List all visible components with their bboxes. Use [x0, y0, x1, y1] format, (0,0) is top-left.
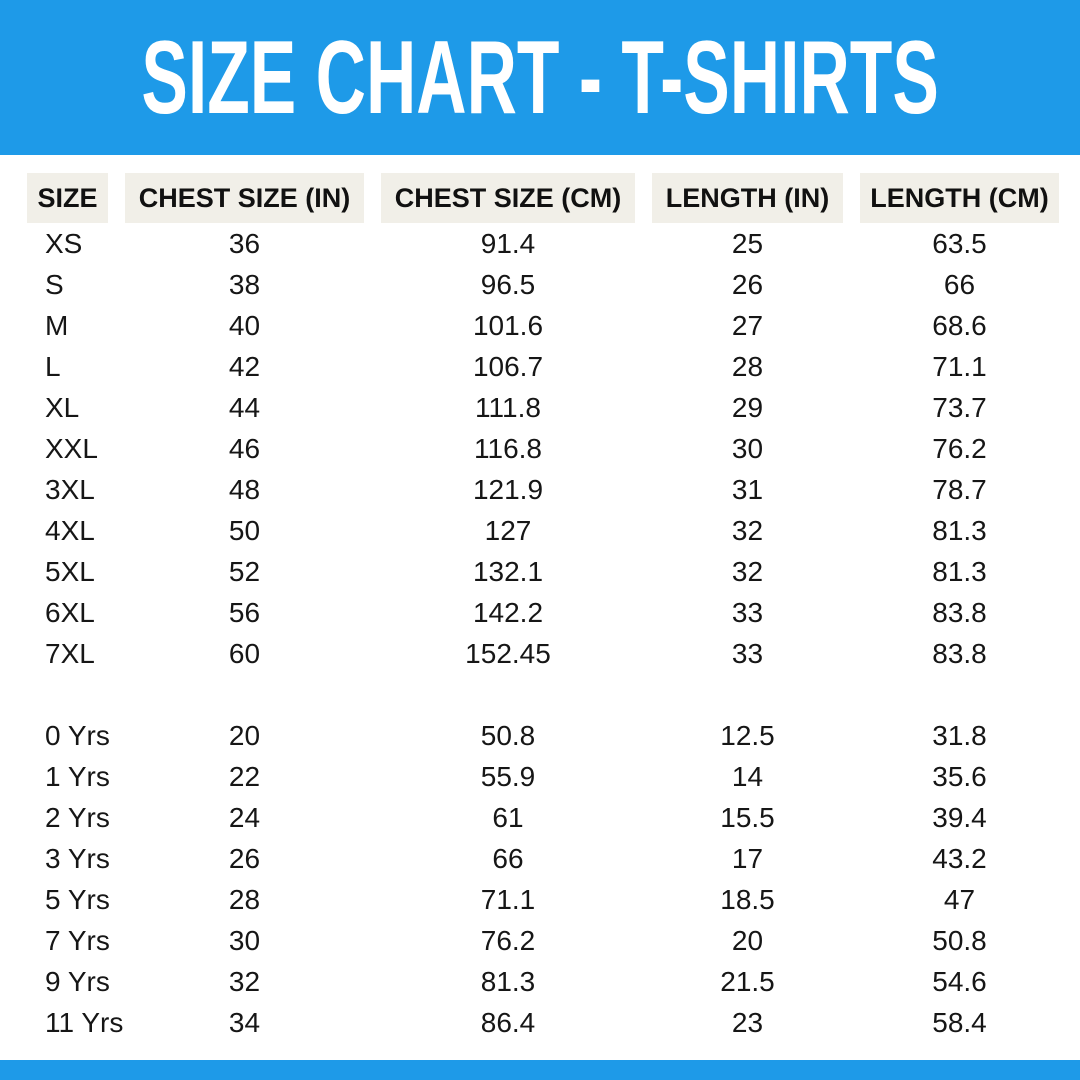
table-cell: 66	[492, 843, 524, 874]
table-row	[0, 879, 1080, 920]
table-cell: 15.5	[720, 802, 775, 833]
page-title: SIZE CHART - T-SHIRTS	[141, 19, 939, 136]
size-label-cell: 3 Yrs	[45, 843, 110, 874]
size-label-cell: 4XL	[45, 515, 95, 546]
table-cell: 81.3	[932, 515, 987, 546]
table-row	[0, 838, 1080, 879]
table-row	[0, 961, 1080, 1002]
table-cell: 111.8	[475, 392, 541, 423]
table-cell: 58.4	[932, 1007, 987, 1038]
table-cell: 24	[228, 802, 261, 833]
table-cell: 83.8	[932, 638, 987, 669]
table-cell: 50.8	[932, 925, 987, 956]
table-cell: 56	[228, 597, 261, 628]
table-row	[0, 305, 1080, 346]
table-cell: 22	[228, 761, 261, 792]
table-cell: 50.8	[480, 720, 536, 751]
table-header-row	[0, 173, 1080, 223]
table-cell: 61	[492, 802, 524, 833]
size-label-cell: 7 Yrs	[45, 925, 110, 956]
table-cell: 39.4	[932, 802, 987, 833]
size-label-cell: 3XL	[45, 474, 95, 505]
table-row	[0, 633, 1080, 674]
size-label-cell: 5 Yrs	[45, 884, 110, 915]
table-cell: 35.6	[932, 761, 987, 792]
size-label-cell: 5XL	[45, 556, 95, 587]
size-label-cell: XL	[45, 392, 80, 423]
table-cell: 76.2	[480, 925, 536, 956]
table-cell: 91.4	[480, 228, 536, 259]
size-label-cell: 7XL	[45, 638, 95, 669]
table-row	[0, 510, 1080, 551]
table-cell: 68.6	[932, 310, 987, 341]
table-row	[0, 1002, 1080, 1043]
table-cell: 76.2	[932, 433, 987, 464]
table-cell: 54.6	[932, 966, 987, 997]
table-cell: 127	[484, 515, 532, 546]
table-cell: 63.5	[932, 228, 987, 259]
table-cell: 26	[731, 269, 764, 300]
table-cell: 101.6	[472, 310, 544, 341]
table-cell: 46	[228, 433, 261, 464]
table-row	[0, 223, 1080, 264]
table-cell: 29	[731, 392, 764, 423]
table-cell: 152.45	[465, 638, 551, 669]
size-label-cell: 0 Yrs	[45, 720, 110, 751]
table-cell: 34	[228, 1007, 261, 1038]
size-label-cell: XXL	[45, 433, 98, 464]
table-cell: 60	[228, 638, 261, 669]
table-cell: 50	[228, 515, 261, 546]
table-cell: 48	[228, 474, 261, 505]
table-body	[0, 223, 1080, 1043]
table-cell: 28	[228, 884, 261, 915]
size-label-cell: 9 Yrs	[45, 966, 110, 997]
table-cell: 44	[228, 392, 261, 423]
table-cell: 12.5	[720, 720, 775, 751]
table-cell: 40	[228, 310, 261, 341]
table-cell: 38	[228, 269, 261, 300]
table-cell: 86.4	[480, 1007, 536, 1038]
table-cell: 81.3	[932, 556, 987, 587]
table-cell: 20	[731, 925, 764, 956]
table-cell: 116.8	[474, 433, 542, 464]
section-spacer	[0, 674, 1080, 715]
table-cell: 17	[731, 843, 764, 874]
table-cell: 106.7	[472, 351, 544, 382]
table-cell: 31	[731, 474, 764, 505]
table-cell: 78.7	[932, 474, 987, 505]
size-label-cell: XS	[45, 228, 83, 259]
table-cell: 30	[731, 433, 764, 464]
column-header: SIZE	[27, 173, 108, 223]
table-cell: 42	[228, 351, 261, 382]
size-label-cell: M	[45, 310, 69, 341]
table-cell: 18.5	[720, 884, 775, 915]
size-label-cell: 1 Yrs	[45, 761, 110, 792]
table-cell: 25	[731, 228, 764, 259]
table-cell: 52	[228, 556, 261, 587]
table-cell: 55.9	[480, 761, 536, 792]
table-cell: 33	[731, 597, 764, 628]
table-cell: 142.2	[472, 597, 544, 628]
table-cell: 47	[943, 884, 976, 915]
table-row	[0, 428, 1080, 469]
column-header: CHEST SIZE (IN)	[125, 173, 364, 223]
table-cell: 26	[228, 843, 261, 874]
table-cell: 14	[731, 761, 764, 792]
footer-bar	[0, 1060, 1080, 1080]
table-cell: 23	[731, 1007, 764, 1038]
size-label-cell: L	[45, 351, 61, 382]
table-cell: 96.5	[480, 269, 536, 300]
table-cell: 81.3	[480, 966, 536, 997]
table-cell: 73.7	[932, 392, 987, 423]
table-cell: 32	[731, 556, 764, 587]
table-cell: 21.5	[720, 966, 775, 997]
table-cell: 36	[228, 228, 261, 259]
table-cell: 71.1	[932, 351, 987, 382]
table-row	[0, 797, 1080, 838]
size-label-cell: 6XL	[45, 597, 95, 628]
table-cell: 20	[228, 720, 261, 751]
table-row	[0, 551, 1080, 592]
column-header: LENGTH (CM)	[860, 173, 1059, 223]
table-cell: 31.8	[932, 720, 987, 751]
column-header: LENGTH (IN)	[652, 173, 843, 223]
size-label-cell: S	[45, 269, 64, 300]
header-banner	[0, 0, 1080, 155]
table-row	[0, 346, 1080, 387]
table-cell: 33	[731, 638, 764, 669]
table-row	[0, 920, 1080, 961]
table-cell: 121.9	[472, 474, 544, 505]
table-cell: 28	[731, 351, 764, 382]
column-header: CHEST SIZE (CM)	[381, 173, 635, 223]
table-row	[0, 469, 1080, 510]
table-cell: 32	[228, 966, 261, 997]
table-cell: 132.1	[472, 556, 544, 587]
table-row	[0, 264, 1080, 305]
table-cell: 30	[228, 925, 261, 956]
table-cell: 83.8	[932, 597, 987, 628]
table-row	[0, 715, 1080, 756]
table-cell: 32	[731, 515, 764, 546]
size-table	[0, 173, 1080, 1043]
table-cell: 27	[731, 310, 764, 341]
table-row	[0, 592, 1080, 633]
table-row	[0, 387, 1080, 428]
table-cell: 71.1	[480, 884, 536, 915]
size-label-cell: 2 Yrs	[45, 802, 110, 833]
table-cell: 43.2	[932, 843, 987, 874]
size-label-cell: 11 Yrs	[45, 1007, 124, 1038]
table-cell: 66	[943, 269, 976, 300]
table-row	[0, 756, 1080, 797]
